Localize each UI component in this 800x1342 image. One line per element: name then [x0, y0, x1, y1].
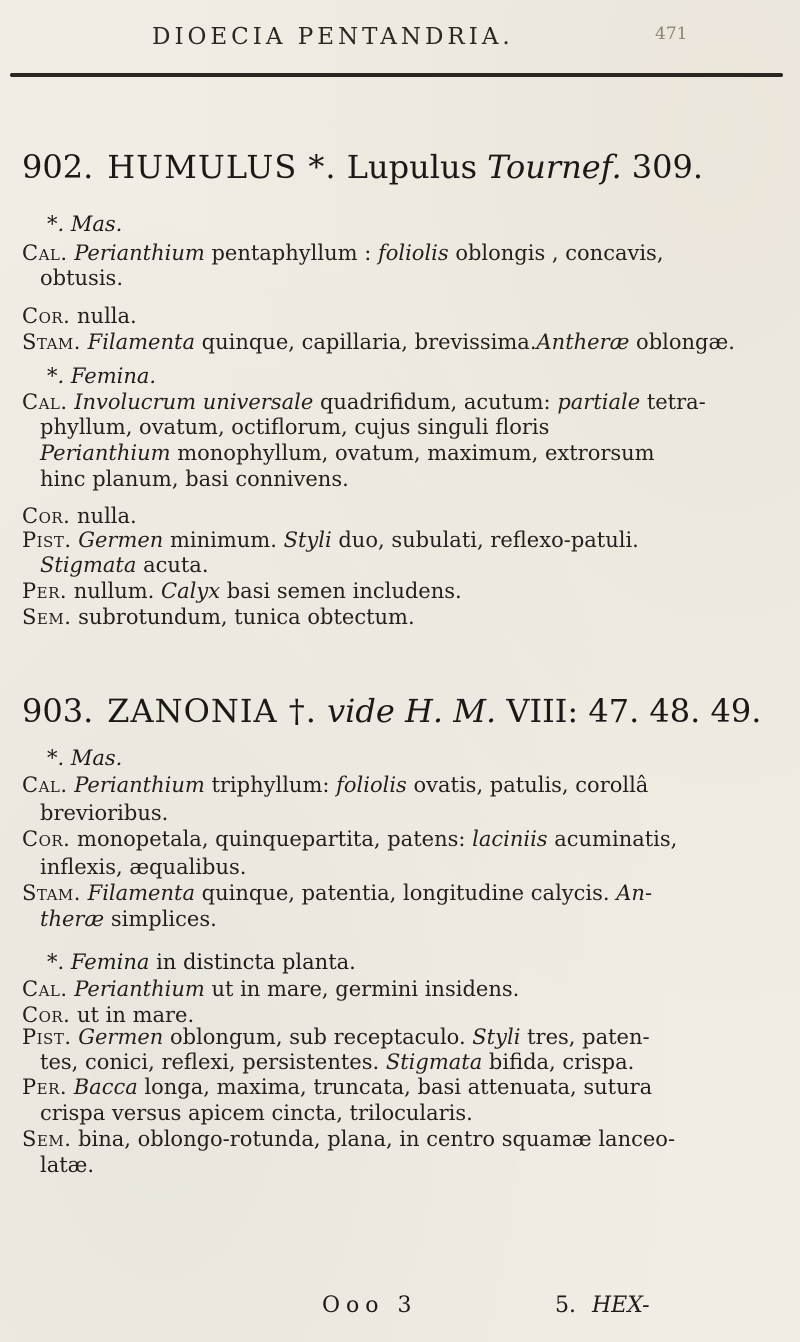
description-line: Cor. ut in mare. — [22, 1003, 195, 1027]
description-line: phyllum, ovatum, octiflorum, cujus singuli floris — [40, 415, 550, 439]
part-label: Sem. — [22, 605, 72, 629]
description-line: Sem. bina, oblongo-rotunda, plana, in centro squamæ lanceo- — [22, 1127, 676, 1151]
description-line: obtusis. — [40, 266, 123, 290]
description-line: Cal. Involucrum universale quadrifidum, acutum: partiale tetra- — [22, 390, 706, 414]
header-rule — [10, 73, 783, 77]
part-label: Pist. — [22, 528, 72, 552]
description-line: Pist. Germen minimum. Styli duo, subulati, reflexo-patuli. — [22, 528, 639, 552]
description-line: Per. Bacca longa, maxima, truncata, basi attenuata, sutura — [22, 1075, 653, 1099]
description-line: inflexis, æqualibus. — [40, 855, 247, 879]
part-label: Cor. — [22, 1003, 71, 1027]
description-line: Pist. Germen oblongum, sub receptaculo. Styli tres, paten- — [22, 1025, 650, 1049]
synonym: Lupulus — [346, 148, 477, 186]
description-line: brevioribus. — [40, 801, 169, 825]
sex-heading-female: *. Femina. — [47, 364, 157, 388]
description-line: Stam. Filamenta quinque, capillaria, brevissima.Antheræ oblongæ. — [22, 330, 735, 354]
description-line: Cal. Perianthium ut in mare, germini insidens. — [22, 977, 520, 1001]
signature-mark: Ooo 3 — [322, 1293, 418, 1318]
part-label: Cor. — [22, 827, 71, 851]
description-line: Cal. Perianthium triphyllum: foliolis ovatis, patulis, corollâ — [22, 773, 649, 797]
sex-heading-male: *. Mas. — [47, 212, 123, 236]
description-line: latæ. — [40, 1153, 95, 1177]
part-label: Pist. — [22, 1025, 72, 1049]
part-label: Cor. — [22, 304, 71, 328]
description-line: tes, conici, reflexi, persistentes. Stigmata bifida, crispa. — [40, 1050, 635, 1074]
catchword: HEX- — [592, 1293, 650, 1318]
catchword-number: 5. — [555, 1293, 576, 1318]
description-line: Sem. subrotundum, tunica obtectum. — [22, 605, 415, 629]
genus-number: 903. — [22, 692, 94, 730]
genus-number: 902. — [22, 148, 94, 186]
description-line: Cor. monopetala, quinquepartita, patens: laciniis acuminatis, — [22, 827, 678, 851]
description-line: theræ simplices. — [40, 907, 217, 931]
genus-title-humulus — [22, 148, 703, 186]
synonym-author: Tournef. — [487, 148, 622, 186]
genus-name: HUMULUS *. — [107, 148, 337, 186]
genus-title-zanonia — [22, 692, 761, 730]
part-label: Per. — [22, 1075, 68, 1099]
genus-name: ZANONIA †. — [107, 692, 317, 730]
running-head: DIOECIA PENTANDRIA. — [152, 24, 514, 50]
description-line: hinc planum, basi connivens. — [40, 467, 349, 491]
description-line: Stigmata acuta. — [40, 553, 209, 577]
synonym-page: 309. — [631, 148, 704, 186]
synonym-page: VIII: 47. 48. 49. — [506, 692, 762, 730]
description-line: Cor. nulla. — [22, 304, 137, 328]
part-label: Stam. — [22, 330, 81, 354]
part-label: Cor. — [22, 504, 71, 528]
sex-heading-female: *. Femina in distincta planta. — [47, 950, 356, 974]
part-label: Sem. — [22, 1127, 72, 1151]
description-line: Stam. Filamenta quinque, patentia, longitudine calycis. An- — [22, 881, 653, 905]
part-label: Stam. — [22, 881, 81, 905]
part-label: Cal. — [22, 390, 68, 414]
synonym: vide H. M. — [327, 692, 497, 730]
description-line: Perianthium monophyllum, ovatum, maximum, extrorsum — [40, 441, 655, 465]
sex-heading-male: *. Mas. — [47, 746, 123, 770]
description-line: Cor. nulla. — [22, 504, 137, 528]
page-number: 471 — [655, 24, 688, 44]
part-label: Per. — [22, 579, 68, 603]
part-label: Cal. — [22, 773, 68, 797]
description-line: crispa versus apicem cincta, trilocularis. — [40, 1101, 473, 1125]
part-label: Cal. — [22, 977, 68, 1001]
description-line: Cal. Perianthium pentaphyllum : foliolis oblongis , concavis, — [22, 241, 664, 265]
description-line: Per. nullum. Calyx basi semen includens. — [22, 579, 462, 603]
part-label: Cal. — [22, 241, 68, 265]
